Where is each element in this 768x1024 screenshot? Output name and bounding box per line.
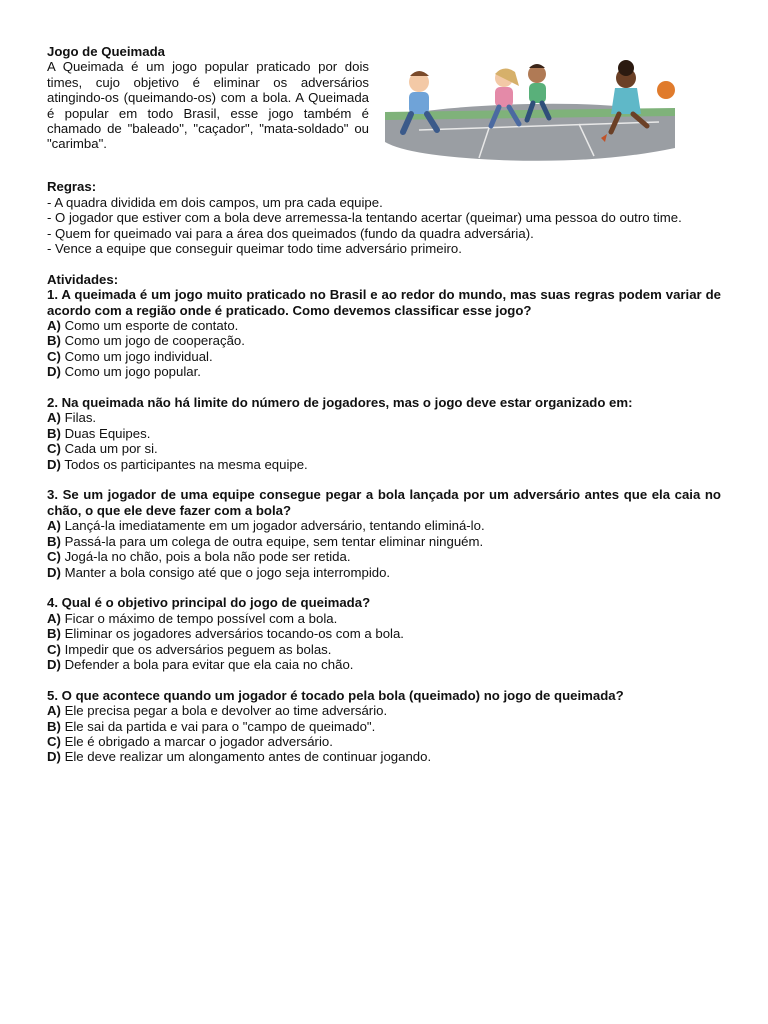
answer-option: [47, 410, 721, 425]
option-letter: B): [47, 333, 61, 349]
option-letter: D): [47, 456, 61, 472]
option-text: Ele é obrigado a marcar o jogador adversário.: [60, 733, 333, 749]
option-letter: C): [47, 441, 61, 457]
answer-option: [47, 426, 721, 441]
question-text: 4. Qual é o objetivo principal do jogo de queimada?: [47, 595, 371, 611]
option-letter: C): [47, 641, 61, 657]
option-text: Lançá-la imediatamente em um jogador adversário, tentando eliminá-lo.: [60, 518, 485, 534]
rules-heading: Regras:: [47, 179, 97, 195]
option-text: Jogá-la no chão, pois a bola não pode ser retida.: [60, 549, 351, 565]
rule-item: - A quadra dividida em dois campos, um pra cada equipe.: [47, 194, 383, 210]
question-text: 2. Na queimada não há limite do número de jogadores, mas o jogo deve estar organizado em:: [47, 395, 633, 411]
option-text: Como um jogo popular.: [60, 364, 201, 380]
intro-text-block: [47, 44, 369, 152]
option-letter: C): [47, 549, 61, 565]
option-letter: D): [47, 749, 61, 765]
answer-option: [47, 749, 721, 764]
document-title: Jogo de Queimada: [47, 44, 165, 59]
option-text: Como um esporte de contato.: [60, 318, 239, 334]
activities-section: [47, 272, 721, 765]
option-letter: D): [47, 656, 61, 672]
option-letter: B): [47, 425, 61, 441]
answer-option: [47, 657, 721, 672]
option-letter: A): [47, 703, 61, 719]
answer-option: [47, 457, 721, 472]
option-letter: B): [47, 718, 61, 734]
answer-option: [47, 364, 721, 379]
document-page: [47, 44, 721, 765]
option-text: Filas.: [60, 410, 97, 426]
answer-option: [47, 534, 721, 549]
question-5: [47, 688, 721, 765]
option-text: Todos os participantes na mesma equipe.: [60, 456, 308, 472]
answer-option: [47, 518, 721, 533]
option-text: Cada um por si.: [60, 441, 158, 457]
activities-heading: Atividades:: [47, 271, 119, 287]
rule-item: - O jogador que estiver com a bola deve arremessa-la tentando acertar (queimar) uma pessoa do outro time.: [47, 210, 682, 226]
option-letter: C): [47, 733, 61, 749]
option-letter: D): [47, 564, 61, 580]
option-text: Manter a bola consigo até que o jogo seja interrompido.: [60, 564, 391, 580]
rule-item: - Vence a equipe que conseguir queimar todo time adversário primeiro.: [47, 241, 462, 257]
rules-section: [47, 179, 721, 256]
intro-section: [47, 44, 721, 164]
answer-option: [47, 333, 721, 348]
option-text: Ele sai da partida e vai para o "campo de queimado".: [60, 718, 376, 734]
answer-option: [47, 318, 721, 333]
question-text: 1. A queimada é um jogo muito praticado no Brasil e ao redor do mundo, mas suas regras podem variar de acordo com a região onde é praticado. Como devemos classificar esse jogo?: [47, 287, 721, 318]
answer-option: [47, 349, 721, 364]
option-text: Como um jogo individual.: [60, 348, 213, 364]
question-text: 5. O que acontece quando um jogador é tocado pela bola (queimado) no jogo de queimada?: [47, 687, 624, 703]
option-letter: A): [47, 518, 61, 534]
question-2: [47, 395, 721, 472]
option-text: Impedir que os adversários peguem as bolas.: [60, 641, 332, 657]
option-letter: C): [47, 348, 61, 364]
intro-paragraph: A Queimada é um jogo popular praticado por dois times, cujo objetivo é eliminar os adversários atingindo-os (queimando-os) com a bola. A Queimada é popular em todo Brasil, esse jogo também é chamado de "baleado", "caçador", "mata-soldado" ou "carimba".: [47, 59, 369, 152]
option-text: Eliminar os jogadores adversários tocando-os com a bola.: [60, 626, 404, 642]
question-1: [47, 287, 721, 379]
answer-option: [47, 441, 721, 456]
option-letter: B): [47, 626, 61, 642]
option-letter: A): [47, 410, 61, 426]
option-text: Ele deve realizar um alongamento antes de continuar jogando.: [60, 749, 432, 765]
answer-option: [47, 549, 721, 564]
answer-option: [47, 703, 721, 718]
answer-option: [47, 719, 721, 734]
option-text: Ficar o máximo de tempo possível com a bola.: [60, 610, 338, 626]
option-text: Duas Equipes.: [60, 425, 151, 441]
rule-item: - Quem for queimado vai para a área dos queimados (fundo da quadra adversária).: [47, 225, 534, 241]
answer-option: [47, 626, 721, 641]
option-letter: B): [47, 533, 61, 549]
answer-option: [47, 611, 721, 626]
option-text: Ele precisa pegar a bola e devolver ao time adversário.: [60, 703, 388, 719]
question-4: [47, 595, 721, 672]
option-letter: D): [47, 364, 61, 380]
question-text: 3. Se um jogador de uma equipe consegue pegar a bola lançada por um adversário antes que ela caia no chão, o que ele deve fazer com a bola?: [47, 487, 721, 518]
option-text: Passá-la para um colega de outra equipe, sem tentar eliminar ninguém.: [60, 533, 484, 549]
option-text: Defender a bola para evitar que ela caia no chão.: [60, 656, 354, 672]
answer-option: [47, 565, 721, 580]
question-3: [47, 487, 721, 579]
option-letter: A): [47, 318, 61, 334]
answer-option: [47, 734, 721, 749]
option-text: Como um jogo de cooperação.: [60, 333, 245, 349]
option-letter: A): [47, 610, 61, 626]
children-playing-illustration: [379, 56, 679, 164]
answer-option: [47, 642, 721, 657]
